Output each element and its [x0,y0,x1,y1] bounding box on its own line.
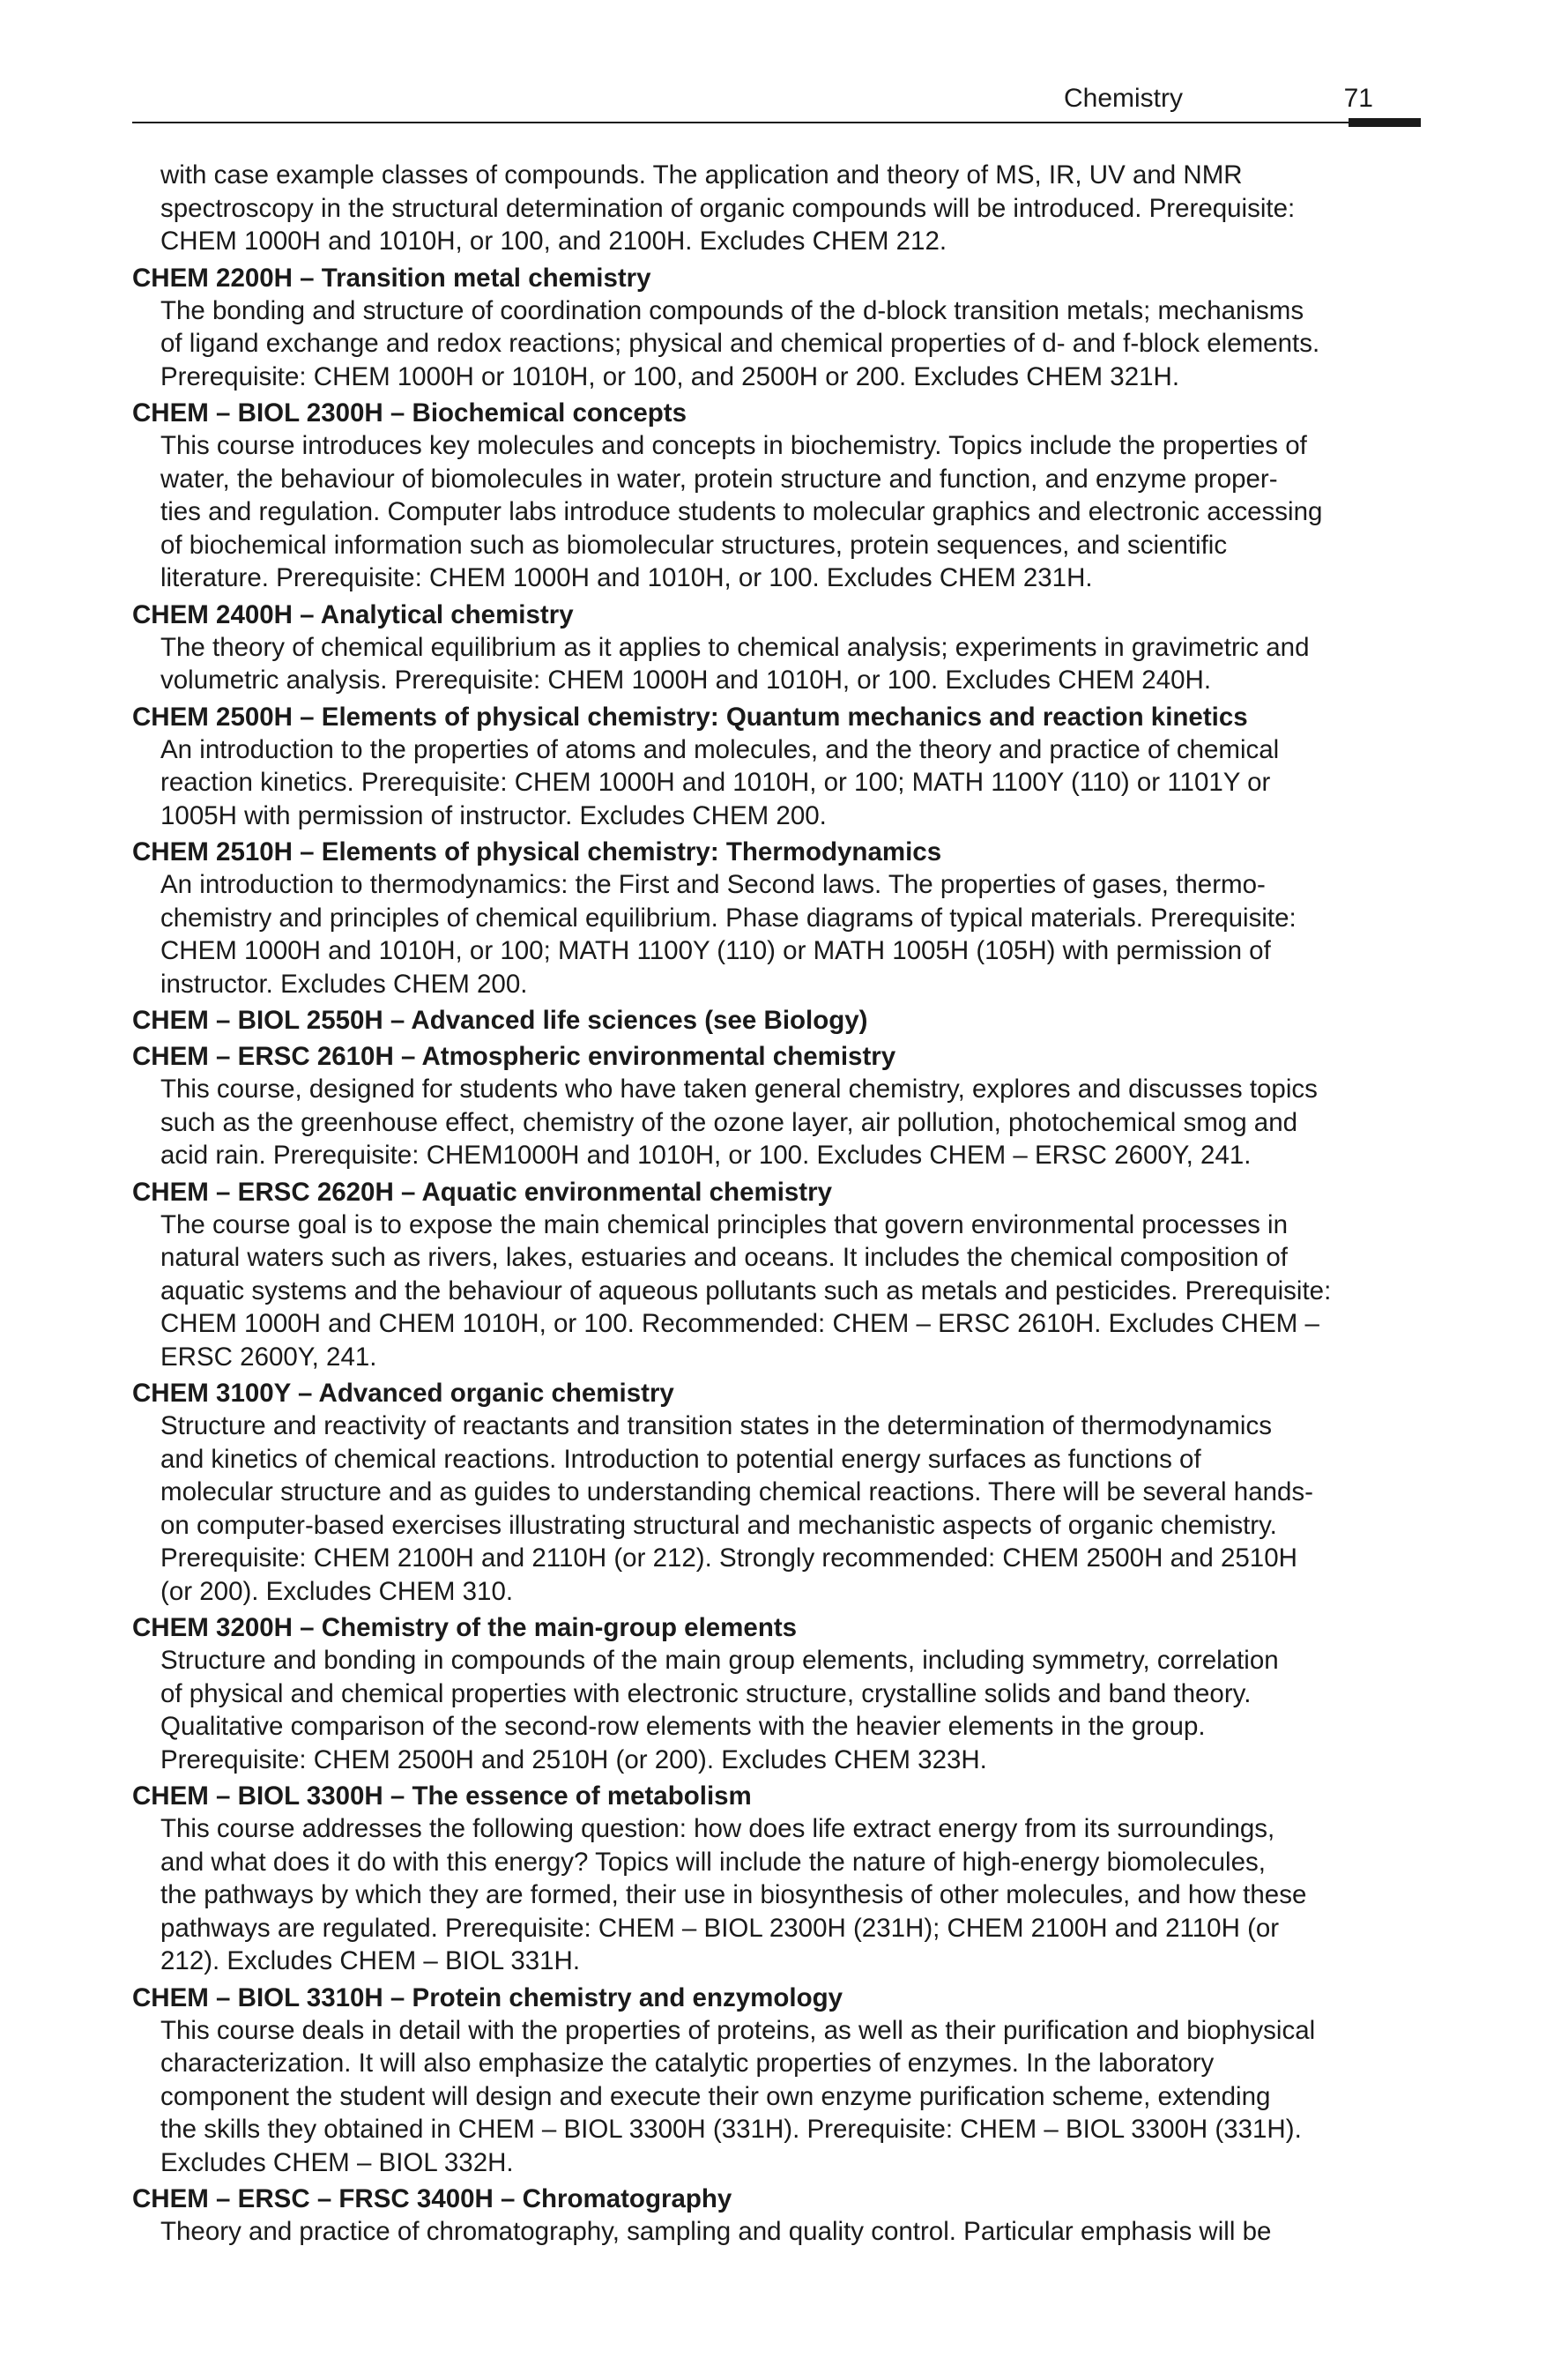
description-line: molecular structure and as guides to understanding chemical reactions. There will be several hands- [160,1477,1313,1506]
description-line: and what does it do with this energy? Topics will include the nature of high-energy biomolecules, [160,1847,1266,1877]
course-description [160,868,1428,1000]
description-line: This course, designed for students who have taken general chemistry, explores and discusses topics [160,1075,1318,1104]
course-title: CHEM – BIOL 2300H – Biochemical concepts [132,398,687,428]
description-line: 1005H with permission of instructor. Excludes CHEM 200. [160,800,827,830]
description-line: of biochemical information such as biomolecular structures, protein sequences, and scientific [160,530,1228,560]
course-title: CHEM 2510H – Elements of physical chemistry: Thermodynamics [132,837,942,866]
description-line: of ligand exchange and redox reactions; physical and chemical properties of d- and f-block elements. [160,329,1320,358]
description-line: volumetric analysis. Prerequisite: CHEM 1000H and 1010H, or 100. Excludes CHEM 240H. [160,666,1212,695]
description-line: chemistry and principles of chemical equilibrium. Phase diagrams of typical materials. Prerequisite: [160,903,1297,933]
description-line: (or 200). Excludes CHEM 310. [160,1576,514,1606]
course-description [160,1812,1428,1978]
description-line: Qualitative comparison of the second-row elements with the heavier elements in the group. [160,1712,1206,1741]
course-title: CHEM 2400H – Analytical chemistry [132,599,574,629]
course-description [160,631,1428,697]
description-line: Structure and reactivity of reactants and transition states in the determination of thermodynamics [160,1411,1272,1440]
description-line: CHEM 1000H and 1010H, or 100, and 2100H. Excludes CHEM 212. [160,227,947,256]
description-line: and kinetics of chemical reactions. Introduction to potential energy surfaces as functions of [160,1444,1201,1474]
description-line: acid rain. Prerequisite: CHEM1000H and 1010H, or 100. Excludes CHEM – ERSC 2600Y, 241. [160,1141,1252,1170]
course-entry [132,1780,1428,1978]
course-description [160,429,1428,595]
description-line: pathways are regulated. Prerequisite: CHEM – BIOL 2300H (231H); CHEM 2100H and 2110H (or [160,1913,1280,1943]
course-title: CHEM – BIOL 3310H – Protein chemistry and enzymology [132,1982,843,2012]
description-line: component the student will design and execute their own enzyme purification scheme, extending [160,2081,1271,2111]
course-entry [132,1982,1428,2180]
description-line: This course addresses the following question: how does life extract energy from its surroundings, [160,1814,1275,1843]
description-line: The course goal is to expose the main chemical principles that govern environmental processes in [160,1209,1289,1239]
course-title: CHEM – ERSC – FRSC 3400H – Chromatography [132,2184,732,2213]
course-entry [132,2183,1428,2249]
course-description [160,1409,1428,1608]
course-entry [132,397,1428,595]
description-line: such as the greenhouse effect, chemistry of the ozone layer, air pollution, photochemical smog and [160,1107,1298,1137]
header-rule [132,122,1421,123]
course-entries [132,262,1428,2249]
description-line: on computer-based exercises illustrating structural and mechanistic aspects of organic chemistry. [160,1510,1277,1540]
description-line: water, the behaviour of biomolecules in water, protein structure and function, and enzyme proper- [160,464,1278,494]
course-entry [132,1611,1428,1776]
course-listing [132,159,1428,2252]
description-line: Prerequisite: CHEM 2100H and 2110H (or 212). Strongly recommended: CHEM 2500H and 2510H [160,1543,1297,1573]
description-line: ties and regulation. Computer labs introduce students to molecular graphics and electronic accessing [160,497,1323,526]
course-entry [132,836,1428,1000]
description-line: An introduction to the properties of atoms and molecules, and the theory and practice of chemical [160,734,1280,764]
course-entry [132,1377,1428,1608]
course-title: CHEM 2200H – Transition metal chemistry [132,263,651,293]
description-line: Structure and bonding in compounds of the main group elements, including symmetry, correlation [160,1646,1279,1675]
course-description [160,1209,1428,1374]
description-line: of physical and chemical properties with electronic structure, crystalline solids and band theory. [160,1678,1252,1708]
course-entry [132,262,1428,394]
course-entry [132,1004,1428,1037]
description-line: Prerequisite: CHEM 1000H or 1010H, or 100, and 2500H or 200. Excludes CHEM 321H. [160,361,1180,391]
course-title: CHEM 3100Y – Advanced organic chemistry [132,1379,674,1408]
description-line: reaction kinetics. Prerequisite: CHEM 1000H and 1010H, or 100; MATH 1100Y (110) or 1101Y or [160,768,1271,797]
description-line: An introduction to thermodynamics: the First and Second laws. The properties of gases, thermo- [160,870,1266,899]
description-line: Excludes CHEM – BIOL 332H. [160,2147,514,2177]
course-description [160,294,1428,394]
continued-course-description [132,159,1428,258]
description-line: The bonding and structure of coordination compounds of the d-block transition metals; mechanisms [160,295,1304,325]
course-description [160,2215,1428,2249]
description-line: This course deals in detail with the properties of proteins, as well as their purification and biophysical [160,2015,1316,2045]
description-line: with case example classes of compounds. The application and theory of MS, IR, UV and NMR [160,160,1243,190]
description-line: The theory of chemical equilibrium as it applies to chemical analysis; experiments in gravimetric and [160,632,1310,662]
description-line: Prerequisite: CHEM 2500H and 2510H (or 200). Excludes CHEM 323H. [160,1744,987,1774]
course-title: CHEM – BIOL 2550H – Advanced life sciences (see Biology) [132,1006,868,1035]
header-thumb-tab [1349,118,1421,127]
page-number: 71 [1343,84,1373,113]
course-description [160,1644,1428,1776]
description-line: 212). Excludes CHEM – BIOL 331H. [160,1946,581,1975]
course-title: CHEM 3200H – Chemistry of the main-group elements [132,1613,798,1642]
course-entry [132,1040,1428,1172]
description-line: natural waters such as rivers, lakes, estuaries and oceans. It includes the chemical composition of [160,1243,1288,1272]
course-description [160,2014,1428,2180]
course-description [160,733,1428,833]
description-line: the skills they obtained in CHEM – BIOL 3300H (331H). Prerequisite: CHEM – BIOL 3300H (331H). [160,2115,1302,2144]
course-entry [132,599,1428,697]
course-title: CHEM 2500H – Elements of physical chemistry: Quantum mechanics and reaction kinetics [132,702,1248,732]
description-line: CHEM 1000H and 1010H, or 100; MATH 1100Y (110) or MATH 1005H (105H) with permission of [160,936,1271,965]
description-line: Theory and practice of chromatography, sampling and quality control. Particular emphasis will be [160,2217,1272,2246]
description-line: instructor. Excludes CHEM 200. [160,969,528,999]
description-line: This course introduces key molecules and concepts in biochemistry. Topics include the properties of [160,431,1307,460]
description-line: ERSC 2600Y, 241. [160,1342,377,1372]
description-line: literature. Prerequisite: CHEM 1000H and 1010H, or 100. Excludes CHEM 231H. [160,563,1093,592]
course-title: CHEM – BIOL 3300H – The essence of metabolism [132,1781,752,1811]
description-line: the pathways by which they are formed, their use in biosynthesis of other molecules, and how these [160,1880,1307,1909]
description-line: aquatic systems and the behaviour of aqueous pollutants such as metals and pesticides. Prerequisite: [160,1276,1332,1305]
course-title: CHEM – ERSC 2610H – Atmospheric environmental chemistry [132,1042,896,1071]
page-header [132,81,1421,125]
course-entry [132,701,1428,833]
continued-description-body [160,159,1428,258]
description-line: spectroscopy in the structural determination of organic compounds will be introduced. Prerequisite: [160,193,1296,223]
course-title: CHEM – ERSC 2620H – Aquatic environmental chemistry [132,1177,833,1207]
description-line: CHEM 1000H and CHEM 1010H, or 100. Recommended: CHEM – ERSC 2610H. Excludes CHEM – [160,1309,1319,1338]
course-entry [132,1176,1428,1374]
course-description [160,1073,1428,1172]
running-head: Chemistry [1063,84,1183,113]
description-line: characterization. It will also emphasize the catalytic properties of enzymes. In the laboratory [160,2049,1215,2078]
